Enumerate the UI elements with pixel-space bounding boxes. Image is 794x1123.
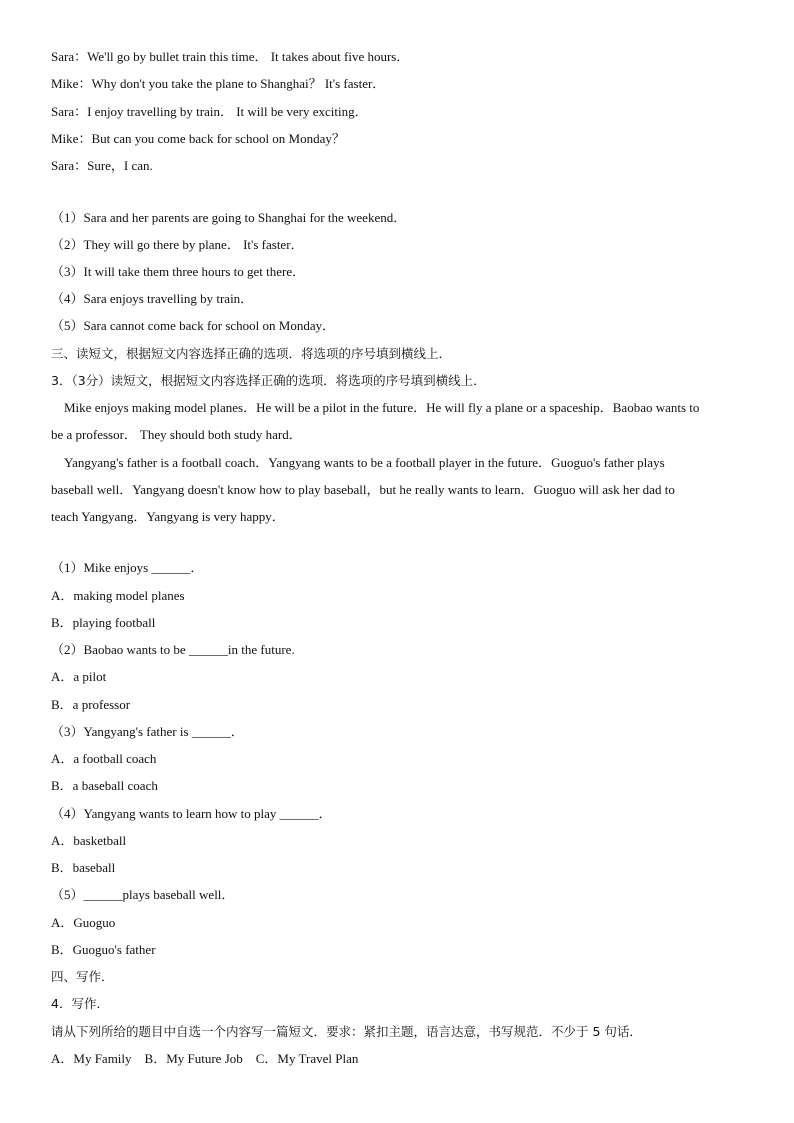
option-b: B．playing football <box>51 615 156 630</box>
option-b: B．a baseball coach <box>51 778 158 793</box>
option-a: A．a pilot <box>51 669 107 684</box>
passage-line: be a professor． They should both study hard． <box>51 427 302 442</box>
dialogue-line: Sara：We'll go by bullet train this time． It takes about five hours． <box>51 49 410 64</box>
passage-line: teach Yangyang．Yangyang is very happy． <box>51 509 285 524</box>
question-4-title: 4．写作． <box>51 996 109 1011</box>
question-prompt: （1）Mike enjoys ______． <box>51 560 204 575</box>
passage-line: Yangyang's father is a football coach．Yangyang wants to be a football player in the future．Guoguo's father plays <box>64 455 665 470</box>
option-a: A．making model planes <box>51 588 185 603</box>
statement-item: （5）Sara cannot come back for school on Monday． <box>51 318 336 333</box>
dialogue-line: Mike：Why don't you take the plane to Shanghai？ It's faster． <box>51 76 386 91</box>
section-4-heading: 四、写作． <box>51 969 114 984</box>
writing-instruction: 请从下列所给的题目中自选一个内容写一篇短文．要求：紧扣主题，语言达意，书写规范．不少于 5 句话． <box>51 1024 642 1039</box>
option-b: B．a professor <box>51 697 131 712</box>
statement-item: （2）They will go there by plane． It's faster． <box>51 237 304 252</box>
passage-line: baseball well．Yangyang doesn't know how to play baseball，but he really wants to learn．Guoguo will ask her dad to <box>51 482 675 497</box>
option-a: A．basketball <box>51 833 127 848</box>
option-a: A．Guoguo <box>51 915 116 930</box>
statement-item: （4）Sara enjoys travelling by train． <box>51 291 254 306</box>
statement-item: （1）Sara and her parents are going to Shanghai for the weekend． <box>51 210 407 225</box>
question-prompt: （4）Yangyang wants to learn how to play ______． <box>51 806 332 821</box>
statement-item: （3）It will take them three hours to get there． <box>51 264 306 279</box>
option-a: A．a football coach <box>51 751 157 766</box>
passage-line: Mike enjoys making model planes．He will be a pilot in the future．He will fly a plane or a spaceship．Baobao wants to <box>64 400 700 415</box>
option-b: B．Guoguo's father <box>51 942 156 957</box>
section-3-heading: 三、读短文，根据短文内容选择正确的选项．将选项的序号填到横线上． <box>51 346 452 361</box>
question-3-title: 3．（3分）读短文，根据短文内容选择正确的选项．将选项的序号填到横线上． <box>51 373 486 388</box>
question-prompt: （3）Yangyang's father is ______． <box>51 724 244 739</box>
writing-options: A．My Family B．My Future Job C．My Travel Plan <box>51 1051 359 1066</box>
dialogue-line: Sara：I enjoy travelling by train． It will be very exciting． <box>51 104 368 119</box>
question-prompt: （5）______plays baseball well． <box>51 887 235 902</box>
dialogue-line: Sara：Sure，I can. <box>51 158 153 173</box>
dialogue-line: Mike：But can you come back for school on Monday？ <box>51 131 345 146</box>
question-prompt: （2）Baobao wants to be ______in the future. <box>51 642 295 657</box>
option-b: B．baseball <box>51 860 116 875</box>
